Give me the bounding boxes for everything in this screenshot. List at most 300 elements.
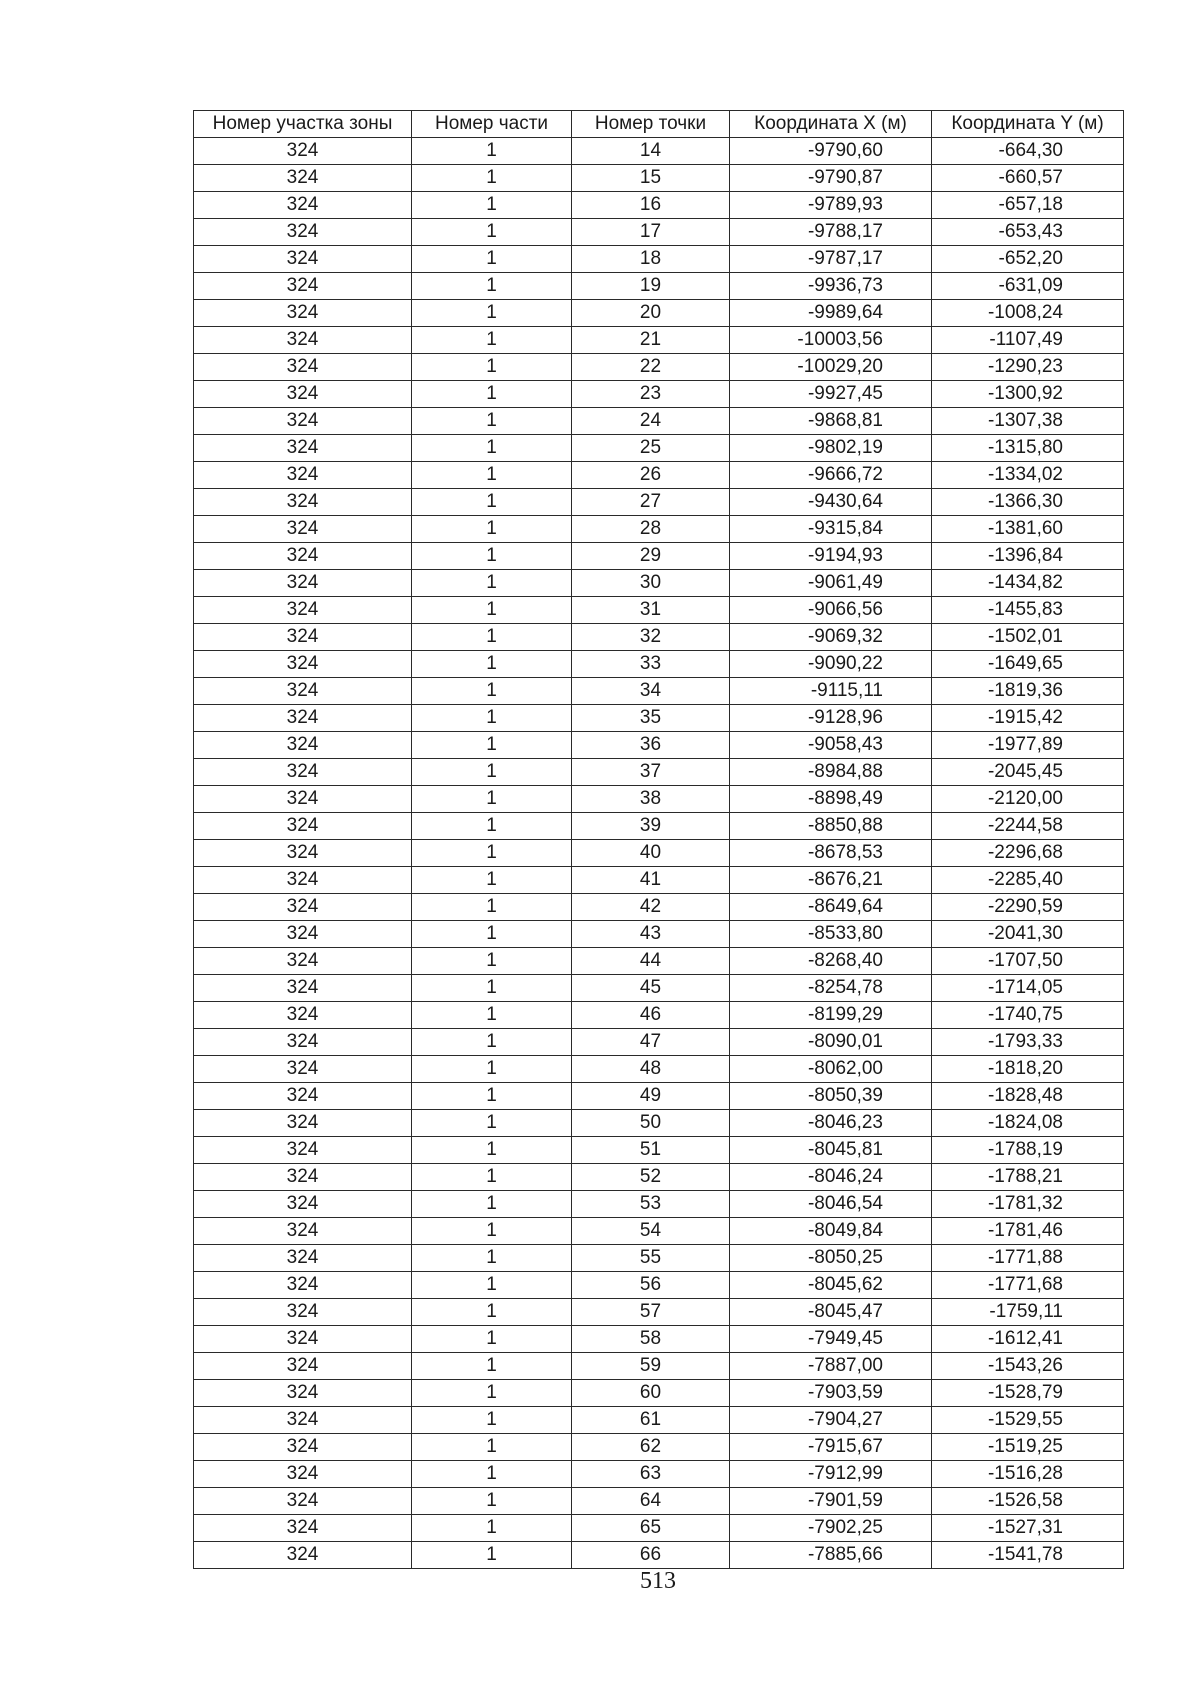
table-row	[194, 543, 1124, 570]
cell-coord-x: -9666,72	[730, 462, 932, 489]
cell-coord-y: -1008,24	[932, 300, 1124, 327]
cell-zone-section: 324	[194, 1299, 412, 1326]
cell-point: 30	[572, 570, 730, 597]
table-body	[194, 138, 1124, 1569]
table-row	[194, 813, 1124, 840]
cell-part: 1	[412, 867, 572, 894]
cell-coord-x: -9069,32	[730, 624, 932, 651]
cell-point: 15	[572, 165, 730, 192]
cell-point: 18	[572, 246, 730, 273]
cell-coord-y: -1381,60	[932, 516, 1124, 543]
cell-part: 1	[412, 678, 572, 705]
cell-coord-x: -9315,84	[730, 516, 932, 543]
table-row	[194, 1380, 1124, 1407]
cell-zone-section: 324	[194, 138, 412, 165]
cell-coord-y: -652,20	[932, 246, 1124, 273]
cell-point: 53	[572, 1191, 730, 1218]
cell-part: 1	[412, 327, 572, 354]
cell-point: 36	[572, 732, 730, 759]
cell-coord-y: -653,43	[932, 219, 1124, 246]
cell-coord-y: -1771,88	[932, 1245, 1124, 1272]
cell-zone-section: 324	[194, 192, 412, 219]
cell-coord-x: -8045,81	[730, 1137, 932, 1164]
table-row	[194, 1137, 1124, 1164]
cell-coord-x: -9128,96	[730, 705, 932, 732]
table-row	[194, 219, 1124, 246]
coordinates-table	[193, 110, 1124, 1569]
cell-coord-x: -10003,56	[730, 327, 932, 354]
table-row	[194, 300, 1124, 327]
cell-coord-x: -10029,20	[730, 354, 932, 381]
cell-point: 51	[572, 1137, 730, 1164]
cell-part: 1	[412, 624, 572, 651]
cell-zone-section: 324	[194, 273, 412, 300]
cell-coord-y: -631,09	[932, 273, 1124, 300]
table-row	[194, 948, 1124, 975]
cell-point: 57	[572, 1299, 730, 1326]
cell-part: 1	[412, 192, 572, 219]
cell-point: 60	[572, 1380, 730, 1407]
cell-coord-x: -8062,00	[730, 1056, 932, 1083]
cell-point: 17	[572, 219, 730, 246]
table-row	[194, 1056, 1124, 1083]
cell-zone-section: 324	[194, 1137, 412, 1164]
cell-zone-section: 324	[194, 1515, 412, 1542]
cell-part: 1	[412, 1137, 572, 1164]
table-row	[194, 489, 1124, 516]
cell-coord-y: -660,57	[932, 165, 1124, 192]
cell-coord-x: -7901,59	[730, 1488, 932, 1515]
cell-point: 54	[572, 1218, 730, 1245]
cell-point: 46	[572, 1002, 730, 1029]
cell-part: 1	[412, 1002, 572, 1029]
table-row	[194, 624, 1124, 651]
cell-coord-y: -1107,49	[932, 327, 1124, 354]
cell-point: 21	[572, 327, 730, 354]
cell-part: 1	[412, 408, 572, 435]
cell-zone-section: 324	[194, 543, 412, 570]
table-row	[194, 1299, 1124, 1326]
cell-coord-y: -1828,48	[932, 1083, 1124, 1110]
cell-zone-section: 324	[194, 219, 412, 246]
cell-coord-x: -8199,29	[730, 1002, 932, 1029]
cell-coord-y: -1740,75	[932, 1002, 1124, 1029]
cell-coord-x: -7902,25	[730, 1515, 932, 1542]
cell-zone-section: 324	[194, 651, 412, 678]
cell-zone-section: 324	[194, 1488, 412, 1515]
table-row	[194, 1461, 1124, 1488]
cell-coord-x: -8090,01	[730, 1029, 932, 1056]
cell-point: 25	[572, 435, 730, 462]
cell-part: 1	[412, 273, 572, 300]
cell-coord-x: -9115,11	[730, 678, 932, 705]
cell-zone-section: 324	[194, 1083, 412, 1110]
cell-point: 50	[572, 1110, 730, 1137]
cell-point: 35	[572, 705, 730, 732]
cell-zone-section: 324	[194, 1002, 412, 1029]
cell-zone-section: 324	[194, 975, 412, 1002]
cell-zone-section: 324	[194, 165, 412, 192]
cell-coord-y: -1788,19	[932, 1137, 1124, 1164]
cell-coord-x: -8649,64	[730, 894, 932, 921]
table-row	[194, 165, 1124, 192]
cell-coord-x: -7887,00	[730, 1353, 932, 1380]
cell-coord-y: -1434,82	[932, 570, 1124, 597]
cell-coord-x: -8678,53	[730, 840, 932, 867]
table-row	[194, 921, 1124, 948]
cell-part: 1	[412, 1191, 572, 1218]
table-row	[194, 381, 1124, 408]
cell-coord-y: -1714,05	[932, 975, 1124, 1002]
cell-zone-section: 324	[194, 813, 412, 840]
cell-zone-section: 324	[194, 489, 412, 516]
cell-coord-x: -9790,60	[730, 138, 932, 165]
cell-point: 43	[572, 921, 730, 948]
cell-zone-section: 324	[194, 1434, 412, 1461]
cell-point: 29	[572, 543, 730, 570]
cell-part: 1	[412, 759, 572, 786]
table-row	[194, 1542, 1124, 1569]
cell-zone-section: 324	[194, 1164, 412, 1191]
cell-part: 1	[412, 435, 572, 462]
cell-coord-y: -1707,50	[932, 948, 1124, 975]
cell-coord-y: -1824,08	[932, 1110, 1124, 1137]
cell-coord-y: -1366,30	[932, 489, 1124, 516]
table-row	[194, 597, 1124, 624]
cell-coord-y: -2285,40	[932, 867, 1124, 894]
cell-coord-x: -8254,78	[730, 975, 932, 1002]
cell-zone-section: 324	[194, 1245, 412, 1272]
cell-point: 40	[572, 840, 730, 867]
table-row	[194, 1164, 1124, 1191]
cell-part: 1	[412, 1461, 572, 1488]
cell-point: 61	[572, 1407, 730, 1434]
cell-part: 1	[412, 651, 572, 678]
cell-part: 1	[412, 1245, 572, 1272]
cell-part: 1	[412, 381, 572, 408]
cell-coord-y: -1915,42	[932, 705, 1124, 732]
cell-part: 1	[412, 1110, 572, 1137]
table-row	[194, 867, 1124, 894]
cell-coord-y: -1781,32	[932, 1191, 1124, 1218]
cell-coord-y: -1527,31	[932, 1515, 1124, 1542]
table-row	[194, 1407, 1124, 1434]
table-row	[194, 408, 1124, 435]
cell-coord-x: -7903,59	[730, 1380, 932, 1407]
cell-part: 1	[412, 1218, 572, 1245]
cell-part: 1	[412, 813, 572, 840]
cell-coord-y: -2045,45	[932, 759, 1124, 786]
cell-zone-section: 324	[194, 705, 412, 732]
cell-part: 1	[412, 1083, 572, 1110]
table-row	[194, 1434, 1124, 1461]
cell-zone-section: 324	[194, 867, 412, 894]
table-row	[194, 354, 1124, 381]
cell-point: 33	[572, 651, 730, 678]
table-row	[194, 705, 1124, 732]
table-row	[194, 1002, 1124, 1029]
cell-zone-section: 324	[194, 516, 412, 543]
cell-coord-y: -1781,46	[932, 1218, 1124, 1245]
cell-coord-y: -1455,83	[932, 597, 1124, 624]
header-coordinate-x: Координата X (м)	[730, 111, 932, 138]
cell-point: 19	[572, 273, 730, 300]
cell-part: 1	[412, 975, 572, 1002]
cell-zone-section: 324	[194, 435, 412, 462]
cell-coord-x: -9790,87	[730, 165, 932, 192]
cell-point: 23	[572, 381, 730, 408]
cell-coord-y: -1290,23	[932, 354, 1124, 381]
cell-coord-x: -7915,67	[730, 1434, 932, 1461]
cell-coord-x: -8898,49	[730, 786, 932, 813]
cell-coord-x: -8046,23	[730, 1110, 932, 1137]
table-row	[194, 678, 1124, 705]
cell-coord-x: -7904,27	[730, 1407, 932, 1434]
cell-coord-y: -1819,36	[932, 678, 1124, 705]
header-point-number: Номер точки	[572, 111, 730, 138]
table-row	[194, 1110, 1124, 1137]
cell-point: 28	[572, 516, 730, 543]
cell-part: 1	[412, 1434, 572, 1461]
cell-zone-section: 324	[194, 1380, 412, 1407]
cell-zone-section: 324	[194, 354, 412, 381]
table-row	[194, 1272, 1124, 1299]
cell-point: 55	[572, 1245, 730, 1272]
cell-zone-section: 324	[194, 786, 412, 813]
cell-zone-section: 324	[194, 1542, 412, 1569]
cell-coord-y: -1612,41	[932, 1326, 1124, 1353]
cell-coord-x: -8268,40	[730, 948, 932, 975]
table-row	[194, 786, 1124, 813]
cell-coord-x: -8046,24	[730, 1164, 932, 1191]
cell-zone-section: 324	[194, 381, 412, 408]
cell-zone-section: 324	[194, 1272, 412, 1299]
cell-point: 44	[572, 948, 730, 975]
cell-zone-section: 324	[194, 462, 412, 489]
cell-part: 1	[412, 1056, 572, 1083]
cell-coord-y: -2296,68	[932, 840, 1124, 867]
cell-zone-section: 324	[194, 1407, 412, 1434]
table-row	[194, 1326, 1124, 1353]
cell-part: 1	[412, 948, 572, 975]
cell-coord-y: -2041,30	[932, 921, 1124, 948]
cell-coord-y: -1315,80	[932, 435, 1124, 462]
cell-coord-x: -9788,17	[730, 219, 932, 246]
cell-zone-section: 324	[194, 1218, 412, 1245]
cell-part: 1	[412, 1542, 572, 1569]
cell-coord-y: -2120,00	[932, 786, 1124, 813]
cell-coord-x: -8984,88	[730, 759, 932, 786]
cell-point: 59	[572, 1353, 730, 1380]
cell-part: 1	[412, 543, 572, 570]
cell-point: 41	[572, 867, 730, 894]
cell-part: 1	[412, 1299, 572, 1326]
table-row	[194, 732, 1124, 759]
cell-zone-section: 324	[194, 1056, 412, 1083]
table-row	[194, 840, 1124, 867]
cell-part: 1	[412, 300, 572, 327]
cell-coord-y: -1649,65	[932, 651, 1124, 678]
cell-part: 1	[412, 1029, 572, 1056]
page-number: 513	[640, 1568, 676, 1594]
cell-part: 1	[412, 516, 572, 543]
cell-coord-y: -1818,20	[932, 1056, 1124, 1083]
cell-zone-section: 324	[194, 921, 412, 948]
cell-zone-section: 324	[194, 300, 412, 327]
cell-coord-x: -9936,73	[730, 273, 932, 300]
cell-part: 1	[412, 219, 572, 246]
cell-zone-section: 324	[194, 948, 412, 975]
cell-coord-x: -7885,66	[730, 1542, 932, 1569]
cell-coord-x: -9868,81	[730, 408, 932, 435]
cell-coord-y: -1300,92	[932, 381, 1124, 408]
cell-coord-x: -9061,49	[730, 570, 932, 597]
cell-coord-y: -1541,78	[932, 1542, 1124, 1569]
cell-zone-section: 324	[194, 1353, 412, 1380]
cell-coord-y: -1543,26	[932, 1353, 1124, 1380]
cell-part: 1	[412, 1272, 572, 1299]
table-row	[194, 1245, 1124, 1272]
cell-part: 1	[412, 1407, 572, 1434]
cell-coord-y: -664,30	[932, 138, 1124, 165]
cell-zone-section: 324	[194, 570, 412, 597]
table-row	[194, 462, 1124, 489]
cell-part: 1	[412, 354, 572, 381]
cell-coord-y: -1793,33	[932, 1029, 1124, 1056]
cell-part: 1	[412, 1515, 572, 1542]
cell-point: 22	[572, 354, 730, 381]
cell-coord-y: -2290,59	[932, 894, 1124, 921]
cell-coord-x: -9927,45	[730, 381, 932, 408]
table-row	[194, 651, 1124, 678]
cell-point: 47	[572, 1029, 730, 1056]
cell-coord-x: -9090,22	[730, 651, 932, 678]
cell-zone-section: 324	[194, 1191, 412, 1218]
cell-coord-y: -1788,21	[932, 1164, 1124, 1191]
cell-part: 1	[412, 1326, 572, 1353]
table-row	[194, 435, 1124, 462]
table-row	[194, 1488, 1124, 1515]
cell-coord-x: -7949,45	[730, 1326, 932, 1353]
cell-coord-x: -9989,64	[730, 300, 932, 327]
cell-point: 42	[572, 894, 730, 921]
cell-point: 52	[572, 1164, 730, 1191]
cell-point: 31	[572, 597, 730, 624]
cell-point: 34	[572, 678, 730, 705]
cell-coord-y: -1396,84	[932, 543, 1124, 570]
cell-point: 37	[572, 759, 730, 786]
header-coordinate-y: Координата Y (м)	[932, 111, 1124, 138]
cell-zone-section: 324	[194, 1110, 412, 1137]
header-part-number: Номер части	[412, 111, 572, 138]
cell-zone-section: 324	[194, 246, 412, 273]
cell-coord-y: -1529,55	[932, 1407, 1124, 1434]
cell-coord-y: -1528,79	[932, 1380, 1124, 1407]
table-row	[194, 1218, 1124, 1245]
table-row	[194, 1353, 1124, 1380]
table-row	[194, 516, 1124, 543]
cell-part: 1	[412, 1380, 572, 1407]
cell-part: 1	[412, 786, 572, 813]
cell-part: 1	[412, 138, 572, 165]
cell-point: 65	[572, 1515, 730, 1542]
cell-part: 1	[412, 840, 572, 867]
cell-coord-x: -7912,99	[730, 1461, 932, 1488]
cell-coord-y: -1526,58	[932, 1488, 1124, 1515]
cell-zone-section: 324	[194, 840, 412, 867]
cell-part: 1	[412, 894, 572, 921]
cell-zone-section: 324	[194, 1326, 412, 1353]
cell-part: 1	[412, 597, 572, 624]
cell-point: 20	[572, 300, 730, 327]
table-row	[194, 570, 1124, 597]
cell-coord-x: -8046,54	[730, 1191, 932, 1218]
cell-point: 64	[572, 1488, 730, 1515]
cell-point: 62	[572, 1434, 730, 1461]
table-row	[194, 894, 1124, 921]
cell-zone-section: 324	[194, 894, 412, 921]
cell-point: 32	[572, 624, 730, 651]
cell-zone-section: 324	[194, 1461, 412, 1488]
cell-part: 1	[412, 921, 572, 948]
cell-coord-y: -1334,02	[932, 462, 1124, 489]
table-row	[194, 975, 1124, 1002]
cell-point: 48	[572, 1056, 730, 1083]
cell-part: 1	[412, 246, 572, 273]
cell-point: 26	[572, 462, 730, 489]
cell-point: 58	[572, 1326, 730, 1353]
cell-coord-x: -8676,21	[730, 867, 932, 894]
cell-point: 49	[572, 1083, 730, 1110]
cell-zone-section: 324	[194, 408, 412, 435]
table-row	[194, 327, 1124, 354]
cell-point: 63	[572, 1461, 730, 1488]
cell-coord-x: -8050,25	[730, 1245, 932, 1272]
cell-coord-x: -9789,93	[730, 192, 932, 219]
cell-part: 1	[412, 165, 572, 192]
cell-coord-x: -9430,64	[730, 489, 932, 516]
cell-coord-x: -9058,43	[730, 732, 932, 759]
table-row	[194, 759, 1124, 786]
cell-point: 45	[572, 975, 730, 1002]
cell-coord-y: -1771,68	[932, 1272, 1124, 1299]
cell-coord-y: -1516,28	[932, 1461, 1124, 1488]
cell-zone-section: 324	[194, 759, 412, 786]
cell-zone-section: 324	[194, 327, 412, 354]
cell-coord-x: -9802,19	[730, 435, 932, 462]
cell-coord-y: -1502,01	[932, 624, 1124, 651]
cell-point: 56	[572, 1272, 730, 1299]
cell-part: 1	[412, 489, 572, 516]
table-row	[194, 273, 1124, 300]
cell-point: 38	[572, 786, 730, 813]
table-header-row	[194, 111, 1124, 138]
cell-zone-section: 324	[194, 678, 412, 705]
cell-coord-x: -9066,56	[730, 597, 932, 624]
cell-coord-x: -8850,88	[730, 813, 932, 840]
cell-coord-y: -657,18	[932, 192, 1124, 219]
cell-coord-y: -1307,38	[932, 408, 1124, 435]
cell-coord-y: -2244,58	[932, 813, 1124, 840]
cell-point: 66	[572, 1542, 730, 1569]
table-row	[194, 246, 1124, 273]
cell-part: 1	[412, 1164, 572, 1191]
cell-part: 1	[412, 462, 572, 489]
cell-zone-section: 324	[194, 1029, 412, 1056]
cell-coord-x: -8049,84	[730, 1218, 932, 1245]
cell-coord-y: -1977,89	[932, 732, 1124, 759]
cell-coord-y: -1759,11	[932, 1299, 1124, 1326]
